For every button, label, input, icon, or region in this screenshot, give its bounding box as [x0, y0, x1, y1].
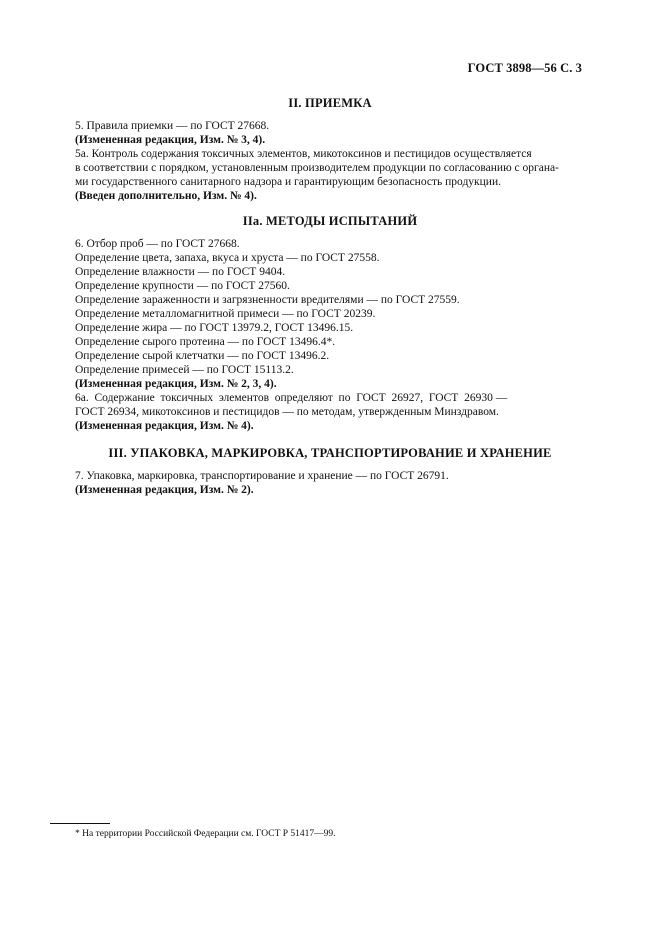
list-item: Определение влажности — по ГОСТ 9404.	[75, 266, 286, 278]
clause-7: 7. Упаковка, маркировка, транспортирование и хранение — по ГОСТ 26791.	[75, 470, 449, 482]
list-item: Определение сырой клетчатки — по ГОСТ 13496.2.	[75, 350, 330, 362]
amendment-note: (Измененная редакция, Изм. № 4).	[75, 420, 254, 432]
page-header: ГОСТ 3898—56 С. 3	[467, 61, 582, 75]
list-item: Определение крупности — по ГОСТ 27560.	[75, 280, 290, 292]
amendment-note: (Введен дополнительно, Изм. № 4).	[75, 190, 257, 202]
list-item: 6. Отбор проб — по ГОСТ 27668.	[75, 238, 240, 250]
list-item: Определение цвета, запаха, вкуса и хруста — по ГОСТ 27558.	[75, 252, 380, 264]
list-item: Определение примесей — по ГОСТ 15113.2.	[75, 364, 294, 376]
list-item: Определение металломагнитной примеси — по ГОСТ 20239.	[75, 308, 376, 320]
clause-5: 5. Правила приемки — по ГОСТ 27668.	[75, 120, 270, 132]
clause-6a-line-2: ГОСТ 26934, микотоксинов и пестицидов — по методам, утвержденным Минздравом.	[75, 406, 499, 418]
amendment-note: (Измененная редакция, Изм. № 3, 4).	[75, 134, 266, 146]
section-title-test-methods: IIа. МЕТОДЫ ИСПЫТАНИЙ	[242, 214, 418, 228]
amendment-note: (Измененная редакция, Изм. № 2).	[75, 484, 254, 496]
clause-5a-line-3: ми государственного санитарного надзора и гарантирующим безопасность продукции.	[75, 176, 501, 188]
footnote: * На территории Российской Федерации см. ГОСТ Р 51417—99.	[75, 829, 336, 839]
section-title-acceptance: II. ПРИЕМКА	[288, 96, 372, 110]
amendment-note: (Измененная редакция, Изм. № 2, 3, 4).	[75, 378, 277, 390]
clause-6a-line-1: 6а. Содержание токсичных элементов определяют по ГОСТ 26927, ГОСТ 26930 —	[75, 392, 508, 404]
clause-5a-line-1: 5а. Контроль содержания токсичных элементов, микотоксинов и пестицидов осуществляется	[75, 148, 532, 160]
list-item: Определение жира — по ГОСТ 13979.2, ГОСТ 13496.15.	[75, 322, 354, 334]
footnote-rule	[50, 823, 110, 824]
section-title-packaging: III. УПАКОВКА, МАРКИРОВКА, ТРАНСПОРТИРОВАНИЕ И ХРАНЕНИЕ	[108, 446, 552, 460]
list-item: Определение сырого протеина — по ГОСТ 13496.4*.	[75, 336, 336, 348]
test-methods-list	[75, 237, 585, 377]
clause-5a-line-2: в соответствии с порядком, установленным производителем продукции по согласованию с органа-	[75, 162, 559, 174]
document-body	[75, 95, 585, 497]
list-item: Определение зараженности и загрязненности вредителями — по ГОСТ 27559.	[75, 294, 460, 306]
